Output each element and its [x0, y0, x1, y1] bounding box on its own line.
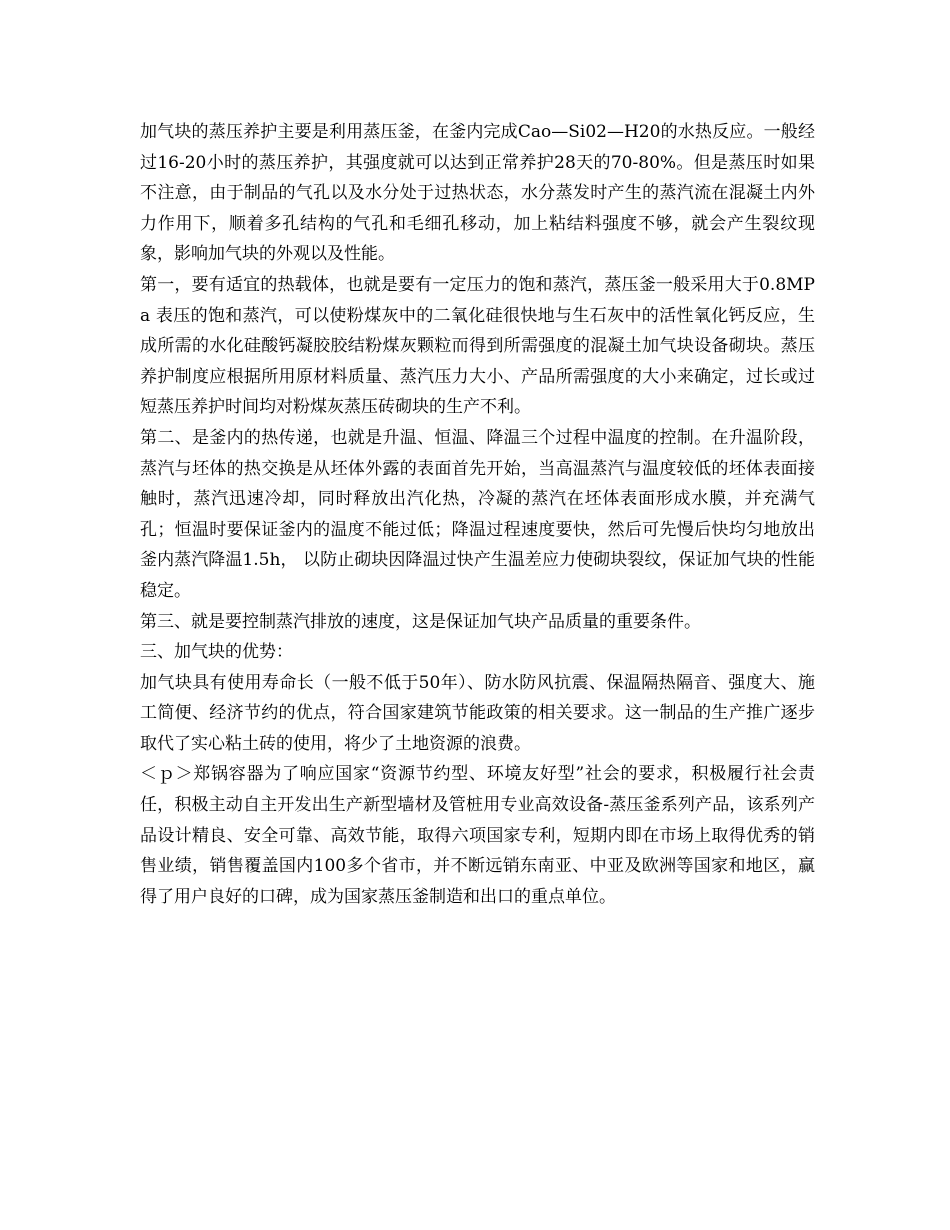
- paragraph-autoclave-intro: 加气块的蒸压养护主要是利用蒸压釜，在釜内完成Cao—Si02—H20的水热反应。一般经过16-20小时的蒸压养护，其强度就可以达到正常养护28天的70-80%。但是蒸压时如果不注意，由于制品的气孔以及水分处于过热状态，水分蒸发时产生的蒸汽流在混凝土内外力作用下，顺着多孔结构的气孔和毛细孔移动，加上粘结料强度不够，就会产生裂纹现象，影响加气块的外观以及性能。: [140, 122, 815, 265]
- paragraph-advantages: 加气块具有使用寿命长（一般不低于50年）、防水防风抗震、保温隔热隔音、强度大、施工简便、经济节约的优点，符合国家建筑节能政策的相关要求。这一制品的生产推广逐步取代了实心粘土砖的使用，将少了土地资源的浪费。: [140, 672, 815, 754]
- section-heading-advantages: 三、加气块的优势：: [140, 642, 293, 663]
- paragraph-point-two: 第二、是釜内的热传递，也就是升温、恒温、降温三个过程中温度的控制。在升温阶段，蒸汽与坯体的热交换是从坯体外露的表面首先开始，当高温蒸汽与温度较低的坯体表面接触时，蒸汽迅速冷却，同时释放出汽化热，冷凝的蒸汽在坯体表面形成水膜，并充满气孔；恒温时要保证釜内的温度不能过低；降温过程速度要快，然后可先慢后快均匀地放出釜内蒸汽降温1.5h， 以防止砌块因降温过快产生温差应力使砌块裂纹，保证加气块的性能稳定。: [140, 427, 815, 601]
- paragraph-point-one: 第一，要有适宜的热载体，也就是要有一定压力的饱和蒸汽，蒸压釜一般采用大于0.8MPa 表压的饱和蒸汽，可以使粉煤灰中的二氧化硅很快地与生石灰中的活性氧化钙反应，生成所需的水化硅酸钙凝胶胶结粉煤灰颗粒而得到所需强度的混凝土加气块设备砌块。蒸压养护制度应根据所用原材料质量、蒸汽压力大小、产品所需强度的大小来确定，过长或过短蒸压养护时间均对粉煤灰蒸压砖砌块的生产不利。: [140, 274, 815, 418]
- paragraph-company: ＜ｐ＞郑锅容器为了响应国家“资源节约型、环境友好型”社会的要求，积极履行社会责任，积极主动自主开发出生产新型墙材及管桩用专业高效设备-蒸压釜系列产品，该系列产品设计精良、安全可靠、高效节能，取得六项国家专利，短期内即在市场上取得优秀的销售业绩，销售覆盖国内100多个省市，并不断远销东南亚、中亚及欧洲等国家和地区，赢得了用户良好的口碑，成为国家蒸压釜制造和出口的重点单位。: [140, 764, 815, 907]
- document-body: [140, 117, 815, 912]
- paragraph-point-three: 第三、就是要控制蒸汽排放的速度，这是保证加气块产品质量的重要条件。: [140, 611, 701, 632]
